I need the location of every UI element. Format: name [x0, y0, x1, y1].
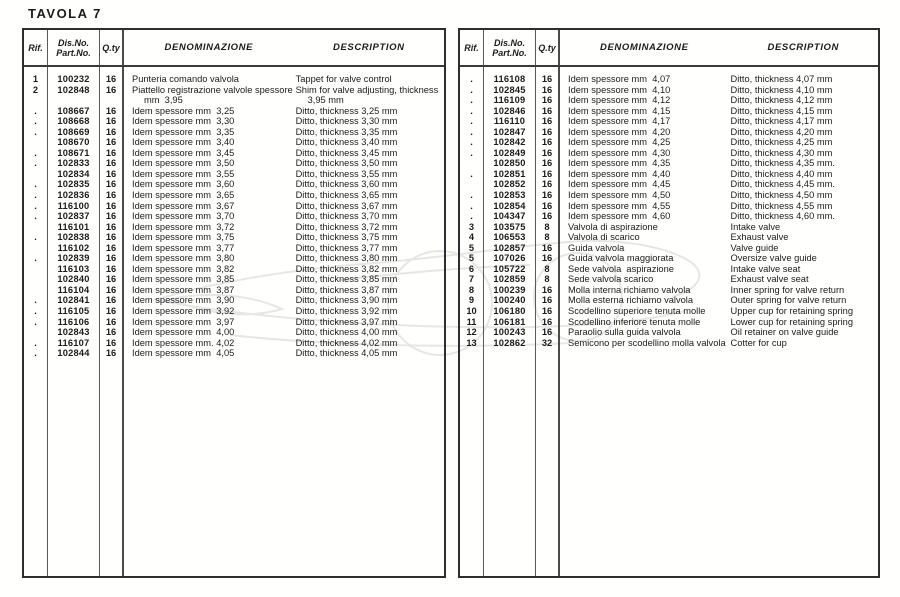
table-body — [24, 67, 444, 576]
denominazione-cell: Scodellino superiore tenuta molle — [568, 306, 706, 317]
rif-cell: 3 — [468, 221, 475, 232]
qty-cell: 16 — [105, 337, 117, 348]
description-cell: Lower cup for retaining spring — [730, 316, 854, 327]
rif-cell — [24, 327, 47, 338]
rif-cell: 8 — [468, 284, 475, 295]
table-header-row — [460, 30, 878, 67]
description-cell: Ditto, thickness 4,20 mm — [730, 126, 833, 137]
denominazione-cell: Idem spessore mm 3,55 — [132, 168, 235, 179]
description-cell: Ditto, thickness 4,45 mm. — [730, 179, 835, 190]
part-number-cell: 116104 — [57, 284, 90, 295]
description-cell: Ditto, thickness 3,40 mm — [295, 137, 398, 148]
description-cell: Ditto, thickness 3,82 mm — [295, 263, 398, 274]
description-cell: Ditto, thickness 4,10 mm — [730, 84, 833, 95]
header-part-no: Part.No. — [56, 47, 91, 58]
description-cell: Ditto, thickness 3,67 mm — [295, 200, 398, 211]
part-number-cell: 100239 — [493, 284, 526, 295]
rif-cell: . — [470, 116, 473, 127]
description-cell: Ditto, thickness 4,05 mm — [295, 348, 398, 359]
denominazione-cell: Idem spessore mm 3,60 — [132, 179, 235, 190]
qty-cell: 16 — [541, 179, 553, 190]
rif-cell: . — [470, 168, 473, 179]
rif-cell: 5 — [468, 242, 475, 253]
denominazione-cell: Idem spessore mm 3,75 — [132, 232, 235, 243]
part-number-cell: 116109 — [493, 95, 526, 106]
qty-cell: 16 — [541, 147, 553, 158]
denominazione-cell: Idem spessore mm 3,72 — [132, 221, 235, 232]
rif-cell: . — [34, 211, 37, 222]
qty-cell: 16 — [541, 306, 553, 317]
denominazione-cell: Idem spessore mm 4,45 — [568, 179, 671, 190]
description-cell: Ditto, thickness 3,80 mm — [295, 253, 398, 264]
denominazione-cell: Idem spessore mm 3,25 — [132, 105, 235, 116]
rif-cell: . — [470, 105, 473, 116]
description-cell: Ditto, thickness 3,30 mm — [295, 116, 398, 127]
part-number-cell: 102837 — [57, 211, 90, 222]
qty-cell: 16 — [541, 74, 553, 84]
rif-cell: . — [34, 316, 37, 327]
qty-cell: 16 — [541, 95, 553, 106]
rif-cell: . — [34, 116, 37, 127]
rif-cell: 12 — [466, 327, 477, 338]
qty-cell: 16 — [105, 105, 117, 116]
qty-cell: 16 — [105, 211, 117, 222]
description-cell: Ditto, thickness 4,00 mm — [295, 327, 398, 338]
rif-cell: . — [470, 147, 473, 158]
denominazione-cell: Molla esterna richiamo valvola — [568, 295, 694, 306]
rif-cell — [24, 274, 47, 285]
denominazione-cell: Idem spessore mm 4,20 — [568, 126, 671, 137]
rif-cell: . — [470, 84, 473, 95]
denominazione-cell: Idem spessore mm 4,40 — [568, 168, 671, 179]
qty-cell: 16 — [105, 284, 117, 295]
header-rif: Rif. — [460, 30, 484, 65]
description-cell: Oil retainer on valve guide — [730, 327, 839, 338]
qty-cell: 32 — [541, 337, 553, 348]
qty-cell: 16 — [541, 211, 553, 222]
rif-cell — [24, 169, 47, 180]
part-number-cell: 102841 — [57, 295, 90, 306]
description-cell: Ditto, thickness 3,77 mm — [295, 242, 398, 253]
description-cell: Ditto, thickness 4,40 mm — [730, 168, 833, 179]
part-number-cell: 102840 — [57, 274, 90, 285]
part-number-cell: 116107 — [57, 337, 90, 348]
description-cell: Ditto, thickness 3,25 mm — [295, 105, 398, 116]
part-number-cell: 103575 — [493, 221, 526, 232]
part-number-cell: 108671 — [57, 147, 90, 158]
part-number-cell: 102838 — [57, 232, 90, 243]
denominazione-cell: Idem spessore mm 3,70 — [132, 211, 235, 222]
denominazione-cell: Idem spessore mm 4,60 — [568, 211, 671, 222]
denominazione-cell: Molla interna richiamo valvola — [568, 284, 691, 295]
part-number-cell: 106553 — [493, 232, 526, 243]
part-number-cell: 102836 — [57, 190, 90, 201]
qty-cell: 16 — [105, 253, 117, 264]
description-cell: Ditto, thickness 4,17 mm — [730, 116, 833, 127]
part-number-cell: 116106 — [57, 316, 90, 327]
qty-cell: 16 — [541, 84, 553, 95]
rif-cell: . — [34, 232, 37, 243]
denominazione-cell: Idem spessore mm 3,40 — [132, 137, 235, 148]
description-cell: Ditto, thickness 4,30 mm — [730, 147, 833, 158]
denominazione-cell: Idem spessore mm 4,05 — [132, 348, 235, 359]
qty-cell: 16 — [541, 116, 553, 127]
rif-cell: 5 — [468, 253, 475, 264]
qty-cell: 16 — [541, 295, 553, 306]
rif-cell: . — [470, 137, 473, 148]
part-number-cell: 102853 — [493, 190, 526, 201]
rif-cell — [24, 137, 47, 148]
rif-cell: . — [34, 253, 37, 264]
qty-cell: 16 — [541, 242, 553, 253]
part-number-cell: 100232 — [57, 74, 90, 84]
part-number-cell: 102842 — [493, 137, 526, 148]
part-number-cell: 108668 — [57, 116, 90, 127]
part-number-cell: 102846 — [493, 105, 526, 116]
qty-cell: 8 — [544, 232, 550, 243]
qty-cell: 16 — [105, 179, 117, 190]
denominazione-cell: Idem spessore mm 3,82 — [132, 263, 235, 274]
description-cell: Ditto, thickness 4,07 mm — [730, 74, 833, 84]
description-cell: Intake valve seat — [730, 263, 801, 274]
part-number-cell: 107026 — [493, 253, 526, 264]
denominazione-cell: Idem spessore mm 3,90 — [132, 295, 235, 306]
part-number-cell: 108667 — [57, 105, 90, 116]
part-number-cell: 108669 — [57, 126, 90, 137]
denominazione-cell: Idem spessore mm 3,77 — [132, 242, 235, 253]
denominazione-cell: Idem spessore mm 4,50 — [568, 190, 671, 201]
part-number-cell: 102845 — [493, 84, 526, 95]
qty-cell: 16 — [541, 253, 553, 264]
rif-cell: 1 — [32, 74, 39, 84]
denominazione-cell: Idem spessore mm 3,30 — [132, 116, 235, 127]
denominazione-cell: Idem spessore mm 3,45 — [132, 147, 235, 158]
part-number-cell: 116110 — [493, 116, 526, 127]
denominazione-cell: Idem spessore mm 3,35 — [132, 126, 235, 137]
denominazione-cell: Idem spessore mm 3,97 — [132, 316, 235, 327]
denominazione-cell: Idem spessore mm 3,50 — [132, 158, 235, 169]
description-cell: Intake valve — [730, 221, 781, 232]
part-number-cell: 116100 — [57, 200, 90, 211]
qty-cell: 16 — [105, 126, 117, 137]
denominazione-cell: Idem spessore mm. 4,02 — [132, 337, 235, 348]
header-description: DESCRIPTION — [333, 41, 405, 53]
table-header-row — [24, 30, 444, 67]
part-number-cell: 116105 — [57, 306, 90, 317]
rif-cell — [24, 243, 47, 254]
denominazione-cell: Idem spessore mm 3,87 — [132, 284, 235, 295]
part-number-cell: 106181 — [493, 316, 526, 327]
description-cell: Ditto, thickness 3,45 mm — [295, 147, 398, 158]
description-cell: Ditto, thickness 4,55 mm — [730, 200, 833, 211]
denominazione-cell: Semicono per scodellino molla valvola — [568, 337, 726, 348]
rif-cell: . — [470, 190, 473, 201]
denominazione-cell: Idem spessore mm 4,12 — [568, 95, 671, 106]
rif-cell: 13 — [466, 337, 477, 348]
qty-cell: 16 — [105, 327, 117, 338]
rif-cell — [24, 222, 47, 233]
part-number-cell: 102847 — [493, 126, 526, 137]
denominazione-cell: Idem spessore mm 3,85 — [132, 274, 235, 285]
rif-cell: . — [470, 200, 473, 211]
header-dis-no: Dis.No. — [493, 37, 525, 48]
description-cell: Ditto, thickness 3,55 mm — [295, 168, 398, 179]
description-cell: Cotter for cup — [730, 337, 787, 348]
part-number-cell: 100243 — [493, 327, 526, 338]
page-title: TAVOLA 7 — [28, 6, 102, 21]
description-cell: Ditto, thickness 4,12 mm — [730, 95, 833, 106]
header-part-number — [48, 30, 100, 65]
qty-cell: 16 — [541, 284, 553, 295]
denominazione-cell: mm 3,95 — [144, 95, 183, 106]
rif-cell: 11 — [466, 316, 477, 327]
qty-cell: 16 — [105, 221, 117, 232]
qty-cell: 16 — [105, 116, 117, 127]
part-number-cell: 116101 — [57, 221, 90, 232]
rif-cell: . — [34, 200, 37, 211]
part-number-cell: 102844 — [57, 348, 90, 359]
rif-cell: . — [470, 211, 473, 222]
qty-cell: 8 — [544, 221, 550, 232]
denominazione-cell: Idem spessore mm 4,15 — [568, 105, 671, 116]
rif-cell — [460, 179, 483, 190]
denominazione-cell: Guida valvola maggiorata — [568, 253, 674, 264]
header-dis-no: Dis.No. — [57, 37, 89, 48]
description-cell: Ditto, thickness 3,35 mm — [295, 126, 398, 137]
qty-cell — [100, 95, 122, 106]
qty-cell: 16 — [105, 168, 117, 179]
denominazione-cell: Sede valvola scarico — [568, 274, 654, 285]
part-number-cell: 102850 — [493, 158, 526, 169]
rif-cell: 6 — [468, 263, 475, 274]
description-cell: Ditto, thickness 4,60 mm. — [730, 211, 835, 222]
qty-cell: 16 — [541, 126, 553, 137]
denominazione-cell: Valvola di scarico — [568, 232, 640, 243]
qty-cell: 16 — [105, 242, 117, 253]
description-cell: Ditto, thickness 3,90 mm — [295, 295, 398, 306]
part-number-cell: 102839 — [57, 253, 90, 264]
description-cell: Ditto, thickness 3,85 mm — [295, 274, 398, 285]
rif-cell — [460, 158, 483, 169]
qty-cell: 16 — [105, 348, 117, 359]
qty-cell: 16 — [105, 295, 117, 306]
description-cell: Ditto, thickness 3,60 mm — [295, 179, 398, 190]
qty-cell: 16 — [541, 190, 553, 201]
description-cell: Ditto, thickness 4,15 mm — [730, 105, 833, 116]
qty-cell: 16 — [105, 200, 117, 211]
part-number-cell: 116102 — [57, 242, 90, 253]
rif-cell: . — [34, 190, 37, 201]
denominazione-cell: Idem spessore mm 4,10 — [568, 84, 671, 95]
denominazione-cell: Idem spessore mm 4,35 — [568, 158, 671, 169]
rif-cell: . — [34, 295, 37, 306]
header-denominazione: DENOMINAZIONE — [599, 41, 689, 53]
rif-cell: 7 — [468, 274, 475, 285]
qty-cell: 16 — [105, 232, 117, 243]
qty-cell: 16 — [105, 316, 117, 327]
description-cell: Ditto, thickness 4,35 mm. — [730, 158, 835, 169]
rif-cell: . — [470, 126, 473, 137]
denominazione-cell: Idem spessore mm 3,80 — [132, 253, 235, 264]
description-cell: Valve guide — [730, 242, 779, 253]
description-cell: Exhaust valve seat — [730, 274, 809, 285]
qty-cell: 16 — [105, 84, 117, 95]
description-cell: Ditto, thickness 4,50 mm — [730, 190, 833, 201]
part-number-cell: 102857 — [493, 242, 526, 253]
rif-cell: . — [34, 105, 37, 116]
part-number-cell: 104347 — [493, 211, 526, 222]
denominazione-cell: Sede valvola aspirazione — [568, 263, 674, 274]
header-description: DESCRIPTION — [767, 41, 840, 53]
qty-cell: 16 — [105, 263, 117, 274]
denominazione-cell: Idem spessore mm 4,17 — [568, 116, 671, 127]
qty-cell: 16 — [541, 168, 553, 179]
rif-cell: . — [470, 95, 473, 106]
qty-cell: 16 — [541, 316, 553, 327]
part-number-cell: 102848 — [57, 84, 90, 95]
description-cell: Ditto, thickness 3,65 mm — [295, 190, 398, 201]
header-part-no: Part.No. — [492, 47, 527, 58]
part-number-cell — [48, 95, 99, 106]
header-part-number — [484, 30, 536, 65]
part-number-cell: 102849 — [493, 147, 526, 158]
denominazione-cell: Punteria comando valvola — [132, 74, 239, 84]
description-cell: Ditto, thickness 3,70 mm — [295, 211, 398, 222]
denominazione-cell: Idem spessore mm 3,92 — [132, 306, 235, 317]
part-number-cell: 100240 — [493, 295, 526, 306]
rif-cell: 10 — [466, 306, 477, 317]
part-number-cell: 102862 — [493, 337, 526, 348]
qty-cell: 16 — [105, 74, 117, 84]
parts-table-left — [22, 28, 446, 578]
rif-cell: . — [34, 158, 37, 169]
description-cell: Ditto, thickness 3,97 mm — [295, 316, 398, 327]
rif-cell: . — [470, 74, 473, 84]
description-cell: Outer spring for valve return — [730, 295, 847, 306]
denominazione-cell: Paraolio sulla guida valvola — [568, 327, 681, 338]
rif-cell — [24, 285, 47, 296]
rif-cell: . — [34, 337, 37, 348]
qty-cell: 16 — [541, 137, 553, 148]
denominazione-cell: Piattello registrazione valvole spessore — [132, 84, 293, 95]
denominazione-cell: Idem spessore mm 4,30 — [568, 147, 671, 158]
qty-cell: 8 — [544, 263, 550, 274]
rif-cell: 2 — [32, 84, 39, 95]
description-cell: Inner spring for valve return — [730, 284, 845, 295]
qty-cell: 16 — [105, 147, 117, 158]
rif-cell: . — [34, 179, 37, 190]
header-rif: Rif. — [24, 30, 48, 65]
rif-cell: . — [34, 306, 37, 317]
rif-cell: 9 — [468, 295, 475, 306]
part-number-cell: 102835 — [57, 179, 90, 190]
qty-cell: 16 — [105, 306, 117, 317]
part-number-cell: 108670 — [57, 137, 90, 148]
part-number-cell: 116103 — [57, 263, 90, 274]
denominazione-cell: Idem spessore mm 4,55 — [568, 200, 671, 211]
denominazione-cell: Idem spessore mm 3,65 — [132, 190, 235, 201]
part-number-cell: 102843 — [57, 327, 90, 338]
denominazione-cell: Idem spessore mm 4,07 — [568, 74, 671, 84]
rif-cell: . — [34, 126, 37, 137]
qty-cell: 16 — [541, 158, 553, 169]
qty-cell: 8 — [544, 274, 550, 285]
denominazione-cell: Scodellino inferiore tenuta molle — [568, 316, 701, 327]
description-cell: Oversize valve guide — [730, 253, 817, 264]
description-cell: Ditto, thickness 4,25 mm — [730, 137, 833, 148]
header-denominazione: DENOMINAZIONE — [164, 41, 254, 53]
description-cell: Upper cup for retaining spring — [730, 306, 854, 317]
denominazione-cell: Valvola di aspirazione — [568, 221, 658, 232]
description-cell: 3,95 mm — [307, 95, 344, 106]
description-cell: Ditto, thickness 4,02 mm — [295, 337, 398, 348]
description-cell: Ditto, thickness 3,75 mm — [295, 232, 398, 243]
denominazione-cell: Idem spessore mm 4,25 — [568, 137, 671, 148]
rif-cell — [24, 95, 47, 106]
part-number-cell: 105722 — [493, 263, 526, 274]
description-cell: Ditto, thickness 3,72 mm — [295, 221, 398, 232]
qty-cell: 16 — [541, 327, 553, 338]
part-number-cell: 106180 — [493, 306, 526, 317]
denominazione-cell: Idem spessore mm 4,00 — [132, 327, 235, 338]
qty-cell: 16 — [541, 200, 553, 211]
part-number-cell: 102852 — [493, 179, 526, 190]
header-qty: Q.ty — [100, 30, 124, 65]
rif-cell — [24, 264, 47, 275]
rif-cell: 4 — [468, 232, 475, 243]
part-number-cell: 102833 — [57, 158, 90, 169]
description-cell: Shim for valve adjusting, thickness — [295, 84, 439, 95]
qty-cell: 16 — [105, 190, 117, 201]
description-cell: Exhaust valve — [730, 232, 789, 243]
qty-cell: 16 — [105, 158, 117, 169]
rif-cell: . — [34, 348, 37, 359]
part-number-cell: 102851 — [493, 168, 526, 179]
part-number-cell: 102859 — [493, 274, 526, 285]
parts-table-right — [458, 28, 880, 578]
denominazione-cell: Idem spessore mm 3,67 — [132, 200, 235, 211]
qty-cell: 16 — [105, 137, 117, 148]
description-cell: Ditto, thickness 3,92 mm — [295, 306, 398, 317]
qty-cell: 16 — [105, 274, 117, 285]
part-number-cell: 102854 — [493, 200, 526, 211]
description-cell: Ditto, thickness 3,50 mm — [295, 158, 398, 169]
table-body — [460, 67, 878, 576]
part-number-cell: 102834 — [57, 168, 90, 179]
part-number-cell: 116108 — [493, 74, 526, 84]
header-qty: Q.ty — [536, 30, 560, 65]
description-cell: Ditto, thickness 3,87 mm — [295, 284, 398, 295]
rif-cell: . — [34, 147, 37, 158]
denominazione-cell: Guida valvola — [568, 242, 625, 253]
qty-cell: 16 — [541, 105, 553, 116]
description-cell: Tappet for valve control — [295, 74, 392, 84]
